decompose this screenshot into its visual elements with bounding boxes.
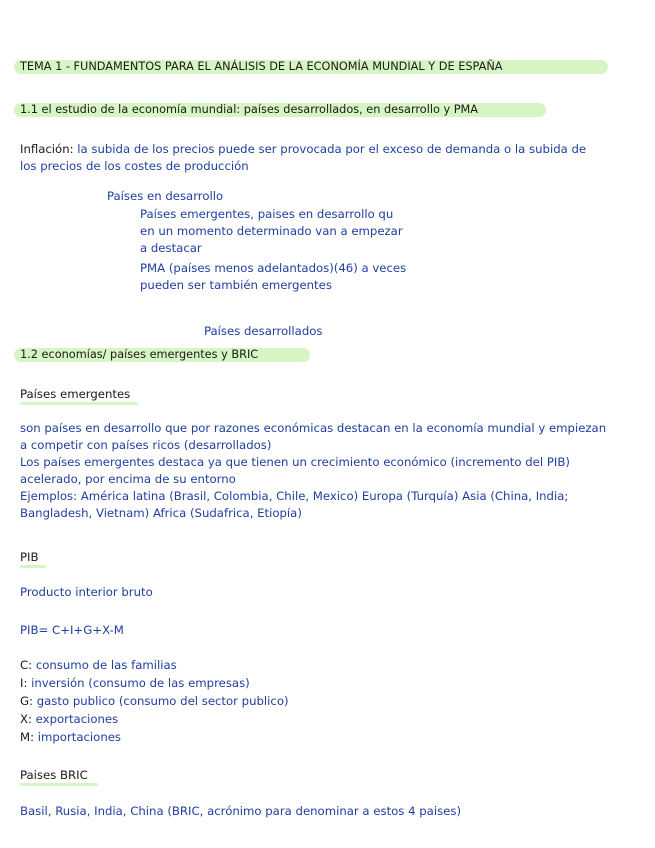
pib-component — [20, 674, 250, 692]
diagram-pma-line: pueden ser también emergentes — [140, 278, 332, 292]
diagram-emergentes-line: en un momento determinado van a empezar — [140, 224, 403, 238]
pib-definition: Producto interior bruto — [20, 585, 153, 599]
pib-component-key: M: — [20, 730, 35, 744]
pib-component-text: importaciones — [34, 730, 122, 744]
pib-component-key: X: — [20, 712, 32, 726]
pib-component-text: exportaciones — [31, 712, 119, 726]
diagram-emergentes-line: a destacar — [140, 241, 202, 255]
emergentes-text-line: Los países emergentes destaca ya que tienen un crecimiento económico (incremento del PIB) — [20, 455, 570, 469]
pib-component-key: C: — [20, 658, 33, 672]
page-title: TEMA 1 - FUNDAMENTOS PARA EL ANÁLISIS DE LA ECONOMÍA MUNDIAL Y DE ESPAÑA — [20, 60, 503, 73]
pib-component-key: I: — [20, 676, 28, 690]
inflacion-text: la subida de los precios puede ser provocada por el exceso de demanda o la subida de — [73, 142, 587, 156]
emergentes-text-line: Ejemplos: América latina (Brasil, Colombia, Chile, Mexico) Europa (Turquía) Asia (China, India; — [20, 489, 569, 503]
emergentes-text-line: a competir con países ricos (desarrollados) — [20, 438, 272, 452]
pib-component — [20, 656, 177, 674]
diagram-en-desarrollo: Países en desarrollo — [107, 189, 224, 203]
pib-component-text: inversión (consumo de las empresas) — [27, 676, 250, 690]
pib-component-text: gasto publico (consumo del sector publico) — [33, 694, 289, 708]
pib-underline — [20, 565, 46, 568]
diagram-pma-line: PMA (países menos adelantados)(46) a veces — [140, 261, 407, 275]
emergentes-heading: Países emergentes — [20, 387, 131, 401]
pib-component — [20, 692, 289, 710]
emergentes-underline — [20, 402, 138, 405]
pib-component — [20, 728, 121, 746]
emergentes-text-line: Bangladesh, Vietnam) Africa (Sudafrica, Etiopía) — [20, 506, 302, 520]
diagram-desarrollados: Países desarrollados — [204, 324, 323, 338]
bric-underline — [20, 783, 98, 786]
section-1-2-heading: 1.2 economías/ países emergentes y BRIC — [20, 348, 259, 361]
pib-formula: PIB= C+I+G+X-M — [20, 623, 124, 637]
emergentes-text-line: acelerado, por encima de su entorno — [20, 472, 236, 486]
diagram-emergentes-line: Países emergentes, paises en desarrollo qu — [140, 207, 394, 221]
pib-heading: PIB — [20, 550, 39, 564]
bric-heading: Paises BRIC — [20, 768, 88, 782]
inflacion-line-1 — [20, 140, 586, 158]
pib-component-key: G: — [20, 694, 33, 708]
inflacion-term: Inflación: — [20, 142, 74, 156]
emergentes-text-line: son países en desarrollo que por razones económicas destacan en la economía mundial y empiezan — [20, 421, 607, 435]
pib-component — [20, 710, 118, 728]
bric-text: Basil, Rusia, India, China (BRIC, acrónimo para denominar a estos 4 paises) — [20, 804, 462, 818]
section-1-1-heading: 1.1 el estudio de la economía mundial: países desarrollados, en desarrollo y PMA — [20, 103, 479, 116]
pib-component-text: consumo de las familias — [32, 658, 177, 672]
inflacion-line-2: los precios de los costes de producción — [20, 159, 249, 173]
